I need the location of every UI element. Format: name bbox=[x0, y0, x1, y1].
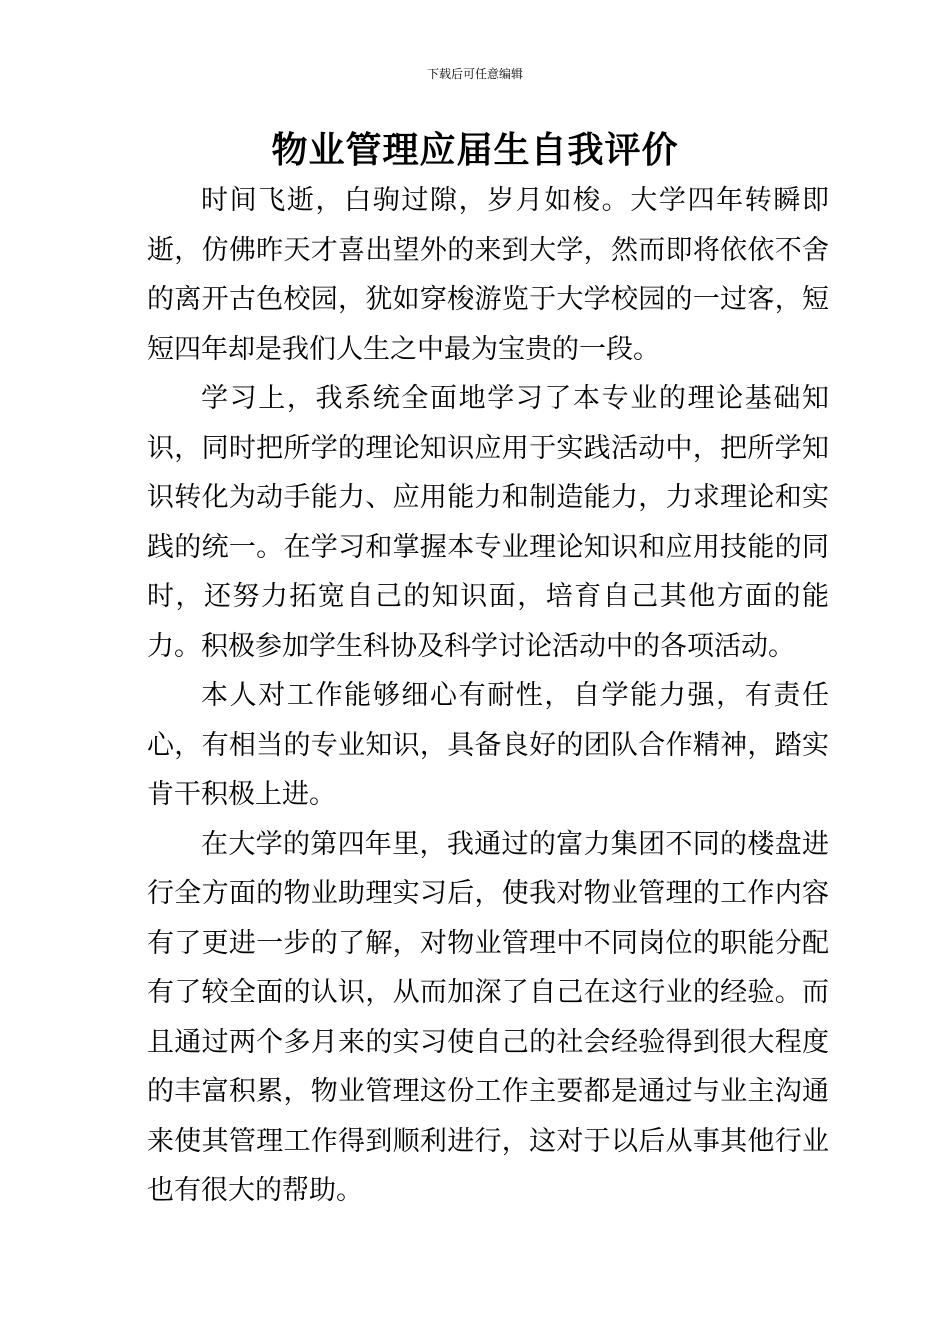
paragraph-1: 时间飞逝，白驹过隙，岁月如梭。大学四年转瞬即逝，仿佛昨天才喜出望外的来到大学，然而即将依依不舍的离开古色校园，犹如穿梭游览于大学校园的一过客，短短四年却是我们人生之中最为宝贵的一段。 bbox=[147, 185, 829, 365]
paragraph-3: 本人对工作能够细心有耐性，自学能力强，有责任心，有相当的专业知识，具备良好的团队合作精神，踏实肯干积极上进。 bbox=[147, 680, 829, 810]
paragraph-4: 在大学的第四年里，我通过的富力集团不同的楼盘进行全方面的物业助理实习后，使我对物业管理的工作内容有了更进一步的了解，对物业管理中不同岗位的职能分配有了较全面的认识，从而加深了自己在这行业的经验。而且通过两个多月来的实习使自己的社会经验得到很大程度的丰富积累，物业管理这份工作主要都是通过与业主沟通来使其管理工作得到顺利进行，这对于以后从事其他行业也有很大的帮助。 bbox=[147, 828, 829, 1206]
paragraph-2: 学习上，我系统全面地学习了本专业的理论基础知识，同时把所学的理论知识应用于实践活动中，把所学知识转化为动手能力、应用能力和制造能力，力求理论和实践的统一。在学习和掌握本专业理论知识和应用技能的同时，还努力拓宽自己的知识面，培育自己其他方面的能力。积极参加学生科协及科学讨论活动中的各项活动。 bbox=[147, 383, 829, 662]
document-title: 物业管理应届生自我评价 bbox=[271, 130, 679, 171]
header-note: 下载后可任意编辑 bbox=[426, 67, 523, 81]
document-body bbox=[147, 176, 829, 1216]
